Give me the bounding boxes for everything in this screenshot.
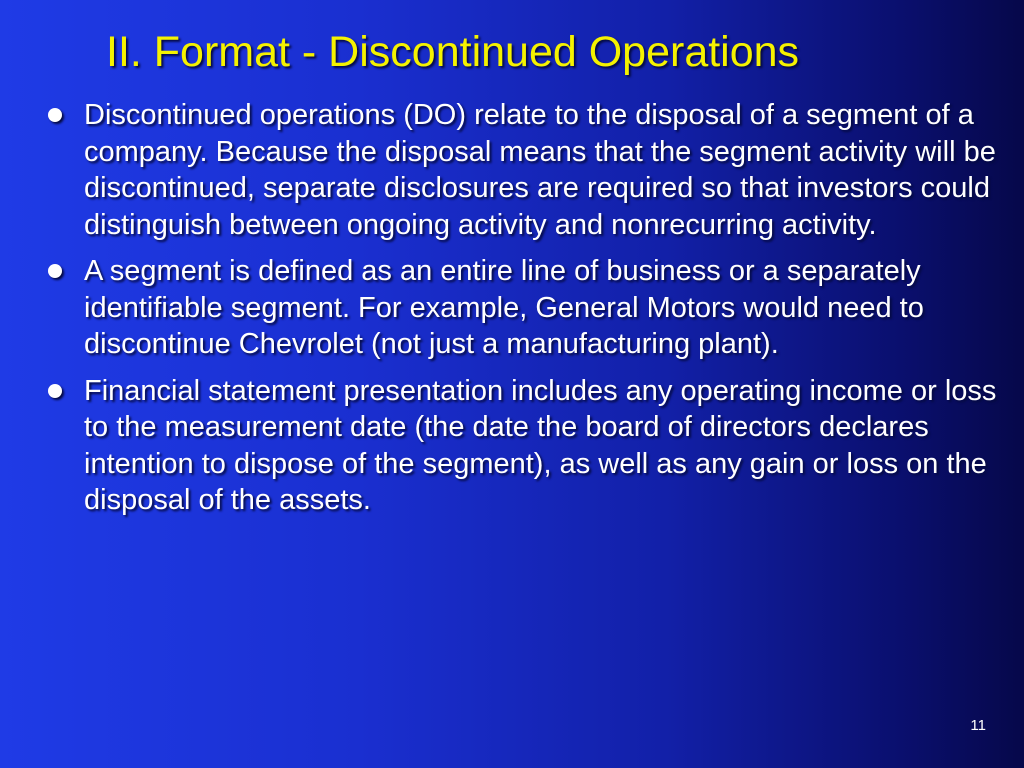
bullet-text: Discontinued operations (DO) relate to the disposal of a segment of a company. Because the disposal means that the segment activity will be discontinued, separate disclosures are required so that investors could distinguish between ongoing activity and nonrecurring activity.	[84, 99, 996, 241]
bullet-dot-icon	[48, 384, 62, 398]
bullet-list	[48, 97, 1008, 529]
slide-title: II. Format - Discontinued Operations	[106, 28, 800, 76]
bullet-text: A segment is defined as an entire line of business or a separately identifiable segment. For example, General Motors would need to discontinue Chevrolet (not just a manufacturing plant).	[84, 255, 924, 360]
bullet-item	[48, 97, 1008, 243]
bullet-text: Financial statement presentation includes any operating income or loss to the measurement date (the date the board of directors declares intention to dispose of the segment), as well as any gain or loss on the disposal of the assets.	[84, 374, 997, 516]
bullet-dot-icon	[48, 108, 62, 122]
bullet-item	[48, 253, 1008, 363]
bullet-dot-icon	[48, 264, 62, 278]
bullet-item	[48, 373, 1008, 519]
page-number: 11	[970, 717, 986, 734]
